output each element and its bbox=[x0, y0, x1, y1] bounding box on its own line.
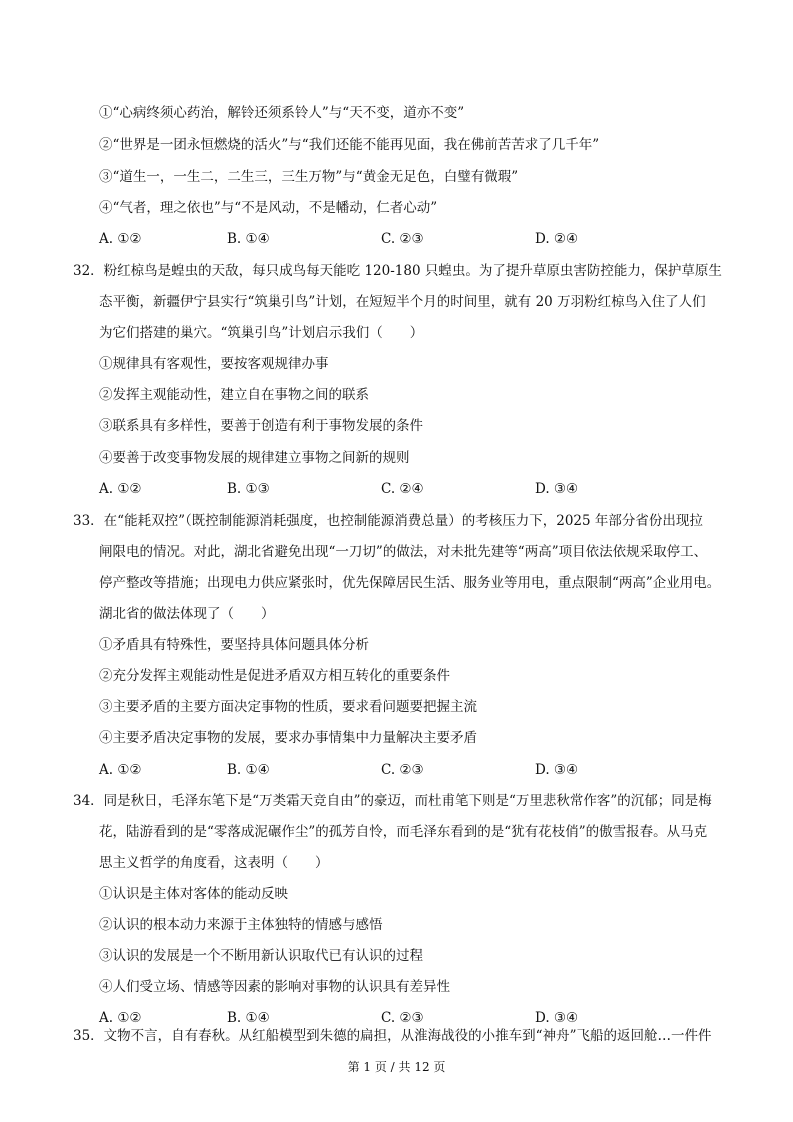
q33-stem-line-3: 停产整改等措施；出现电力供应紧张时，优先保障居民生活、服务业等用电，重点限制“两高”企业用电。 bbox=[99, 575, 721, 591]
q34-option-c: C. ②③ bbox=[381, 1010, 424, 1026]
q33-options bbox=[99, 761, 659, 779]
q35-stem-line-1: 35．文物不言，自有春秋。从红船模型到朱德的扁担，从淮海战役的小推车到“神舟”飞船的返回舱…一件件 bbox=[73, 1028, 712, 1044]
q32-option-c: C. ②④ bbox=[381, 481, 424, 497]
q31-option-d: D. ②④ bbox=[535, 231, 579, 247]
q32-item-3: ③联系具有多样性，要善于创造有利于事物发展的条件 bbox=[99, 418, 423, 434]
q32-option-b: B. ①③ bbox=[227, 481, 270, 497]
q34-stem-line-3: 思主义哲学的角度看，这表明（ ） bbox=[99, 855, 329, 871]
q33-option-a: A. ①② bbox=[99, 762, 142, 778]
q31-option-b: B. ①④ bbox=[227, 231, 270, 247]
q32-options bbox=[99, 480, 659, 498]
q34-option-d: D. ③④ bbox=[535, 1010, 579, 1026]
q34-option-b: B. ①④ bbox=[227, 1010, 270, 1026]
page-footer: 第 1 页 / 共 12 页 bbox=[347, 1060, 446, 1074]
q32-item-2: ②发挥主观能动性，建立自在事物之间的联系 bbox=[99, 387, 369, 403]
q32-item-1: ①规律具有客观性，要按客观规律办事 bbox=[99, 356, 329, 372]
q31-option-c: C. ②③ bbox=[381, 231, 424, 247]
q32-stem-line-3: 为它们搭建的巢穴。“筑巢引鸟”计划启示我们（ ） bbox=[99, 325, 424, 341]
q33-item-2: ②充分发挥主观能动性是促进矛盾双方相互转化的重要条件 bbox=[99, 668, 450, 684]
q33-stem-line-4: 湖北省的做法体现了（ ） bbox=[99, 606, 275, 622]
q33-option-c: C. ②③ bbox=[381, 762, 424, 778]
q34-stem-line-1: 34．同是秋日，毛泽东笔下是“万类霜天竞自由”的豪迈，而杜甫笔下则是“万里悲秋常作客”的沉郁；同是梅 bbox=[73, 793, 712, 809]
q31-item-4: ④“气者，理之依也”与“不是风动，不是幡动，仁者心动” bbox=[99, 200, 438, 216]
q33-option-d: D. ③④ bbox=[535, 762, 579, 778]
q33-stem-line-2: 闸限电的情况。对此，湖北省避免出现“一刀切”的做法，对未批先建等“两高”项目依法依规采取停工、 bbox=[99, 544, 708, 560]
q32-option-d: D. ③④ bbox=[535, 481, 579, 497]
q33-item-4: ④主要矛盾决定事物的发展，要求办事情集中力量解决主要矛盾 bbox=[99, 730, 477, 746]
q31-item-1: ①“心病终须心药治，解铃还须系铃人”与“天不变，道亦不变” bbox=[99, 105, 465, 121]
q32-stem-line-2: 态平衡，新疆伊宁县实行“筑巢引鸟”计划，在短短半个月的时间里，就有 20 万羽粉红椋鸟入住了人们 bbox=[99, 294, 706, 310]
q31-item-2: ②“世界是一团永恒燃烧的活火”与“我们还能不能再见面，我在佛前苦苦求了几千年” bbox=[99, 137, 600, 153]
q33-item-3: ③主要矛盾的主要方面决定事物的性质，要求看问题要把握主流 bbox=[99, 699, 477, 715]
q33-option-b: B. ①④ bbox=[227, 762, 270, 778]
q33-item-1: ①矛盾具有特殊性，要坚持具体问题具体分析 bbox=[99, 637, 369, 653]
q32-stem-line-1: 32．粉红椋鸟是蝗虫的天敌，每只成鸟每天能吃 120-180 只蝗虫。为了提升草原虫害防控能力，保护草原生 bbox=[73, 263, 722, 279]
q32-option-a: A. ①② bbox=[99, 481, 142, 497]
q34-option-a: A. ①② bbox=[99, 1010, 142, 1026]
q34-item-4: ④人们受立场、情感等因素的影响对事物的认识具有差异性 bbox=[99, 979, 450, 995]
q32-item-4: ④要善于改变事物发展的规律建立事物之间新的规则 bbox=[99, 450, 410, 466]
q31-item-3: ③“道生一，一生二，二生三，三生万物”与“黄金无足色，白璧有微瑕” bbox=[99, 169, 519, 185]
q31-options bbox=[99, 230, 659, 248]
q33-stem-line-1: 33．在“能耗双控”（既控制能源消耗强度，也控制能源消费总量）的考核压力下，2025 年部分省份出现拉 bbox=[73, 513, 703, 529]
q34-item-2: ②认识的根本动力来源于主体独特的情感与感悟 bbox=[99, 917, 383, 933]
q34-stem-line-2: 花，陆游看到的是“零落成泥碾作尘”的孤芳自怜，而毛泽东看到的是“犹有花枝俏”的傲雪报春。从马克 bbox=[99, 824, 708, 840]
q34-options bbox=[99, 1009, 659, 1027]
q34-item-3: ③认识的发展是一个不断用新认识取代已有认识的过程 bbox=[99, 948, 423, 964]
q31-option-a: A. ①② bbox=[99, 231, 142, 247]
q34-item-1: ①认识是主体对客体的能动反映 bbox=[99, 886, 288, 902]
